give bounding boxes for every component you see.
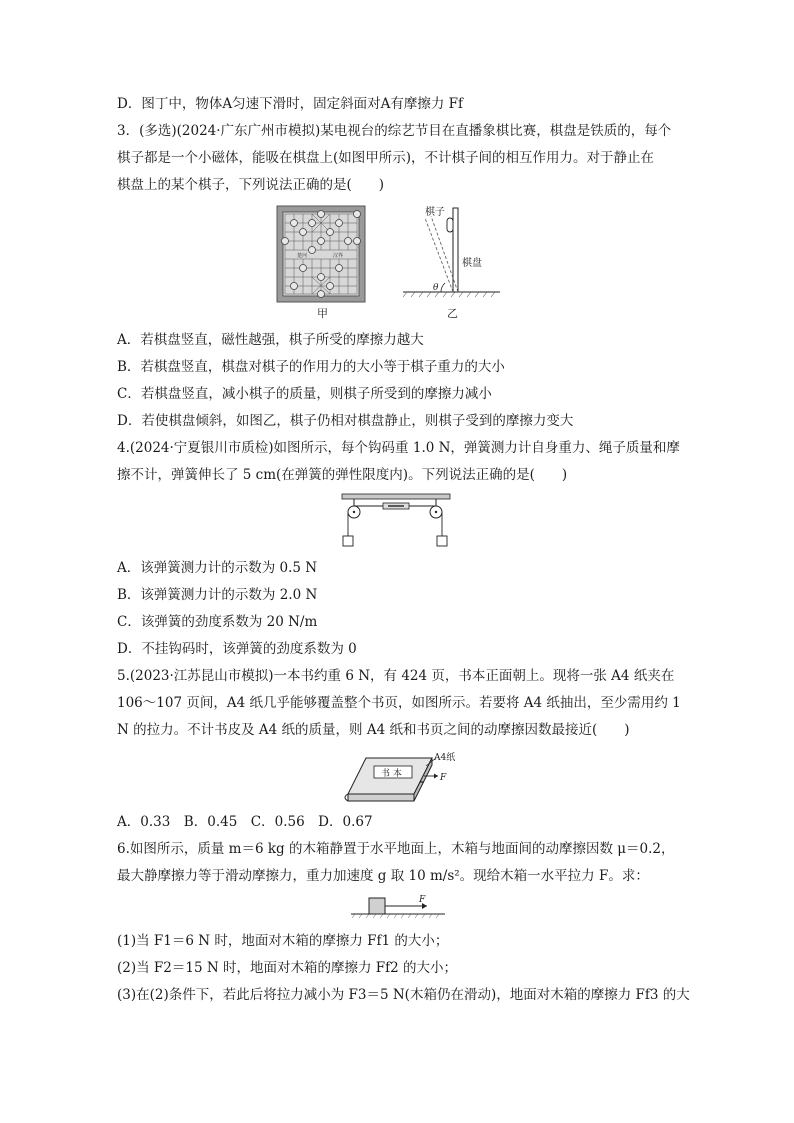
force-label: F [440, 773, 447, 783]
q6-part1: (1)当 F1＝6 N 时，地面对木箱的摩擦力 Ff1 的大小； [117, 933, 449, 949]
label-qipan: 棋盘 [462, 258, 482, 269]
q4-option-a: A．该弹簧测力计的示数为 0.5 N [117, 560, 318, 576]
river-right-text: 汉界 [333, 253, 344, 259]
chess-figure [275, 204, 505, 324]
chess-piece-on-board [447, 218, 453, 232]
q5-stem-line3: N 的拉力。不计书皮及 A4 纸的质量，则 A4 纸和书页之间的动摩擦因数最接近( ) [117, 722, 630, 738]
q6-stem-line1: 6.如图所示，质量 m＝6 kg 的木箱静置于水平地面上，木箱与地面间的动摩擦因数 μ＝0.2， [117, 841, 675, 857]
q6-part3: (3)在(2)条件下，若此后将拉力减小为 F3＝5 N(木箱仍在滑动)，地面对木箱的摩擦力 Ff3 的大 [117, 987, 690, 1003]
q3-stem-line1: 3．(多选)(2024·广东广州市模拟)某电视台的综艺节目在直播象棋比赛，棋盘是铁质的，每个 [117, 123, 672, 139]
q3-option-c: C．若棋盘竖直，减小棋子的质量，则棋子所受到的摩擦力减小 [117, 386, 492, 402]
book-title: 书 本 [381, 769, 402, 779]
q6-part2: (2)当 F2＝15 N 时，地面对木箱的摩擦力 Ff2 的大小； [117, 960, 457, 976]
q3-option-d: D．若使棋盘倾斜，如图乙，棋子仍相对棋盘静止，则棋子受到的摩擦力变大 [117, 413, 574, 429]
q4-option-d: D．不挂钩码时，该弹簧的劲度系数为 0 [117, 641, 357, 657]
q3-option-a: A．若棋盘竖直，磁性越强，棋子所受的摩擦力越大 [117, 332, 424, 348]
a4-label: A4纸 [434, 753, 456, 763]
ground-hatch [403, 292, 495, 297]
q4-stem-line1: 4.(2024·宁夏银川市质检)如图所示，每个钩码重 1.0 N，弹簧测力计自身重力、绳子质量和摩 [117, 440, 680, 456]
force-arrow-head [434, 774, 438, 779]
theta-arc [441, 283, 445, 292]
book-figure [340, 748, 460, 806]
river-left-text: 楚河 [297, 253, 308, 259]
q4-stem-line2: 擦不计，弹簧伸长了 5 cm(在弹簧的弹性限度内)。下列说法正确的是( ) [117, 467, 568, 483]
label-yi: 乙 [447, 307, 458, 320]
line-option-d-prev: D．图丁中，物体A匀速下滑时，固定斜面对A有摩擦力 Ff [117, 96, 463, 112]
q5-options: A．0.33 B．0.45 C．0.56 D．0.67 [117, 814, 373, 830]
wooden-box [369, 898, 385, 914]
vertical-board [453, 208, 458, 292]
q3-option-b: B．若棋盘竖直，棋盘对棋子的作用力的大小等于棋子重力的大小 [117, 359, 505, 375]
right-hook-weight [437, 536, 447, 546]
pulley-figure [338, 492, 456, 552]
box-figure [349, 892, 449, 922]
left-hook-weight [343, 536, 353, 546]
q3-stem-line3: 棋盘上的某个棋子，下列说法正确的是( ) [117, 177, 385, 193]
floor-hatch [352, 914, 439, 918]
q3-stem-line2: 棋子都是一个小磁体，能吸在棋盘上(如图甲所示)，不计棋子间的相互作用力。对于静止在 [117, 150, 655, 166]
q5-stem-line1: 5.(2023·江苏昆山市模拟)一本书约重 6 N，有 424 页，书本正面朝上。现将一张 A4 纸夹在 [117, 668, 675, 684]
q5-stem-line2: 106～107 页间，A4 纸几乎能够覆盖整个书页，如图所示。若要将 A4 纸抽出，至少需用约 1 [117, 695, 681, 711]
label-qizi: 棋子 [425, 207, 445, 218]
pull-force-label: F [419, 895, 426, 905]
label-theta: θ [433, 283, 439, 293]
q4-option-b: B．该弹簧测力计的示数为 2.0 N [117, 587, 318, 603]
label-jia: 甲 [317, 307, 328, 320]
q4-option-c: C．该弹簧的劲度系数为 20 N/m [117, 614, 318, 630]
ceiling-beam [342, 494, 450, 499]
book-front-edge [348, 794, 414, 801]
q6-stem-line2: 最大静摩擦力等于滑动摩擦力，重力加速度 g 取 10 m/s²。现给木箱一水平拉力 F。求： [117, 868, 649, 884]
